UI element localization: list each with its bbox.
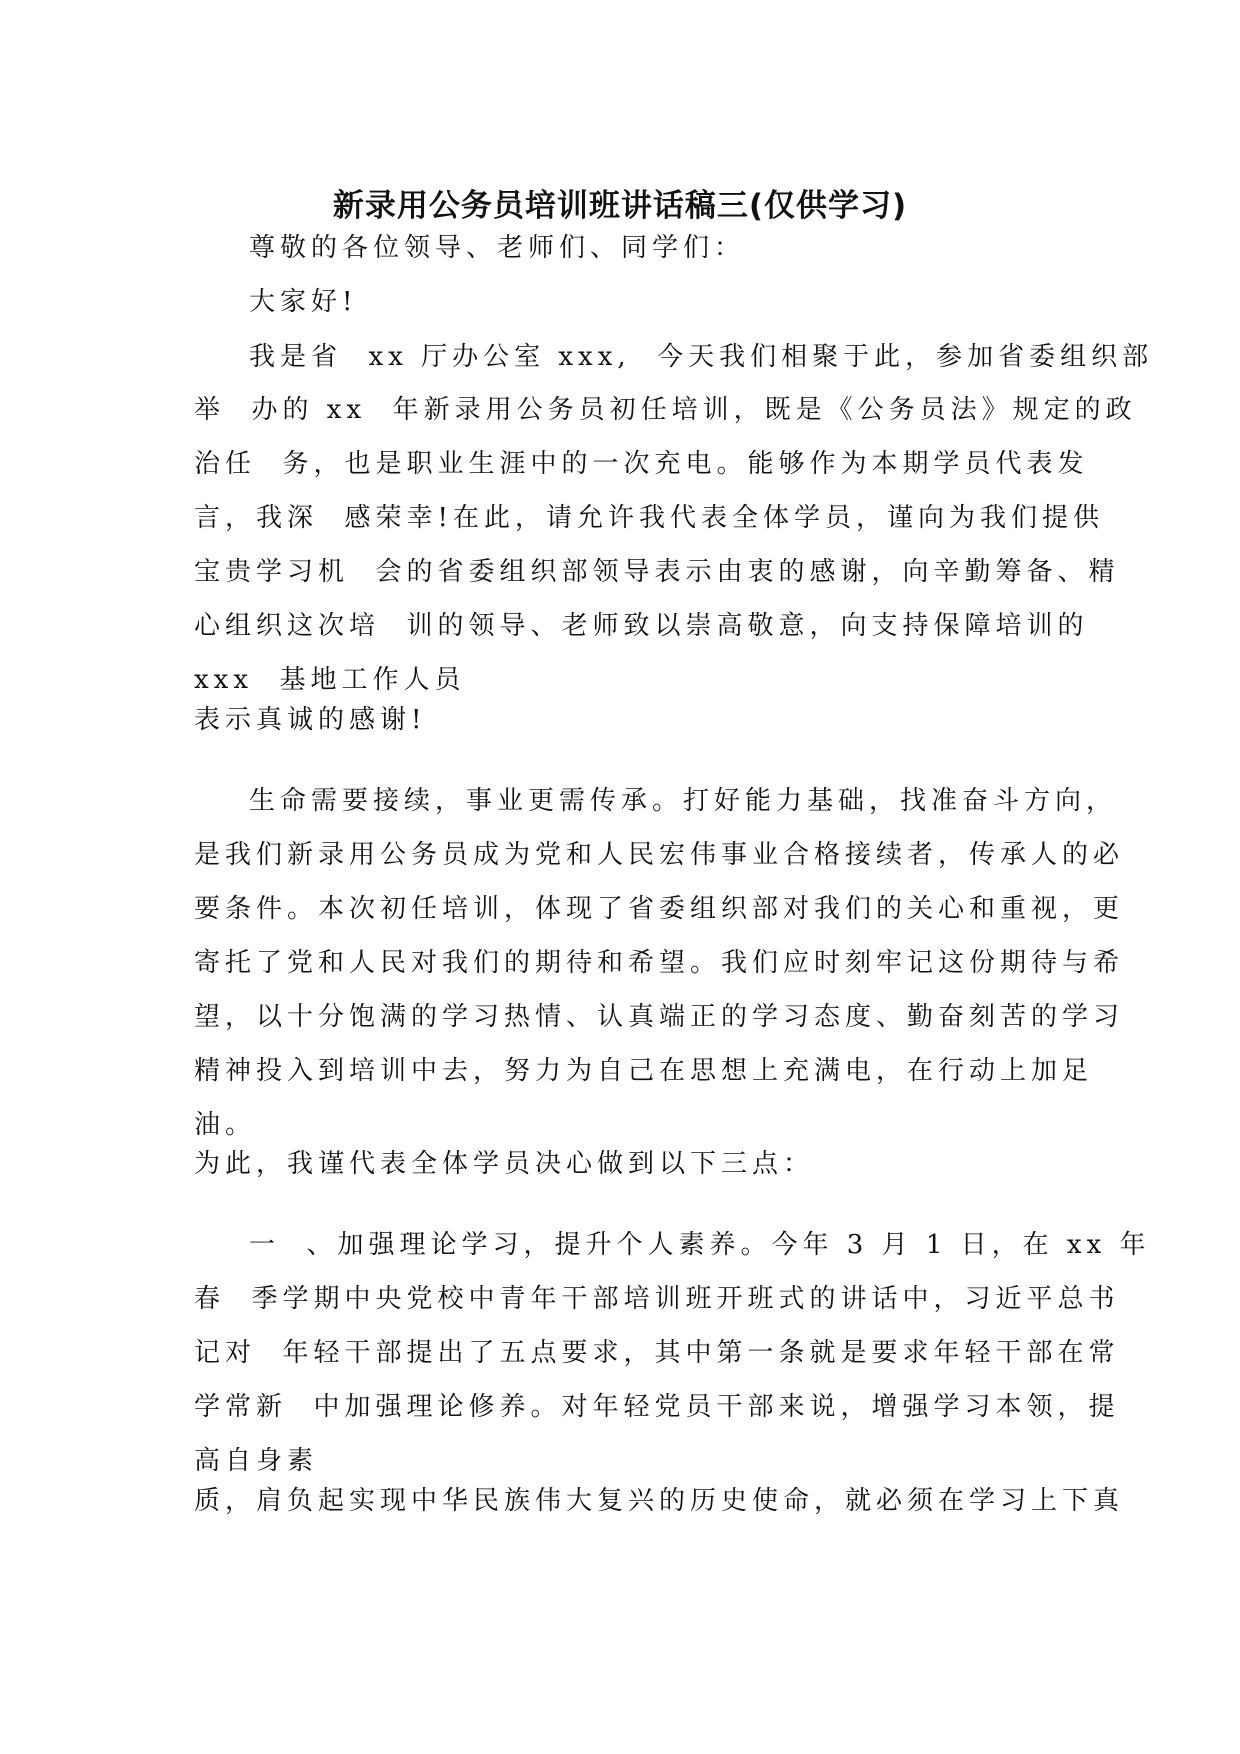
body-line: 治任 务，也是职业生涯中的一次充电。能够作为本期学员代表发 [194, 449, 1089, 479]
body-line: 言，我深 感荣幸!在此，请允许我代表全体学员，谨向为我们提供 [194, 503, 1104, 533]
body-line: 学常新 中加强理论修养。对年轻党员干部来说，增强学习本领，提 [194, 1392, 1120, 1422]
body-line: 高自身素 [194, 1446, 319, 1476]
body-line: 记对 年轻干部提出了五点要求，其中第一条就是要求年轻干部在常 [194, 1338, 1120, 1368]
body-line: 生命需要接续，事业更需传承。打好能力基础，找准奋斗方向， [249, 786, 1118, 816]
body-line: 宝贵学习机 会的省委组织部领导表示由衷的感谢，向辛勤筹备、精 [194, 557, 1120, 587]
body-line: 心组织这次培 训的领导、老师致以崇高敬意，向支持保障培训的 [194, 611, 1089, 641]
body-line: 是我们新录用公务员成为党和人民宏伟事业合格接续者，传承人的必 [194, 840, 1125, 870]
body-line: 望，以十分饱满的学习热情、认真端正的学习态度、勤奋刻苦的学习 [194, 1002, 1125, 1032]
body-line: 一 、加强理论学习，提升个人素养。今年 3 月 1 日，在 xx 年 [249, 1230, 1151, 1260]
body-line: 要条件。本次初任培训，体现了省委组织部对我们的关心和重视，更 [194, 894, 1125, 924]
body-line: 精神投入到培训中去，努力为自己在思想上充满电，在行动上加足 [194, 1056, 1094, 1086]
body-line: 油。 [194, 1110, 257, 1140]
body-line: 寄托了党和人民对我们的期待和希望。我们应时刻牢记这份期待与希 [194, 948, 1125, 978]
body-line: 质，肩负起实现中华民族伟大复兴的历史使命，就必须在学习上下真 [194, 1486, 1125, 1516]
body-line: 表示真诚的感谢! [194, 705, 427, 735]
greeting-line: 大家好! [249, 287, 358, 317]
body-line: 我是省 xx 厅办公室 xxx, 今天我们相聚于此，参加省委组织部 [249, 342, 1154, 372]
body-line: 春 季学期中央党校中青年干部培训班开班式的讲话中，习近平总书 [194, 1284, 1120, 1314]
document-title: 新录用公务员培训班讲话稿三(仅供学习) [332, 188, 908, 224]
body-line: 举 办的 xx 年新录用公务员初任培训，既是《公务员法》规定的政 [194, 395, 1137, 425]
body-line: xxx 基地工作人员 [194, 665, 466, 695]
salutation-line: 尊敬的各位领导、老师们、同学们： [249, 233, 746, 263]
body-line: 为此，我谨代表全体学员决心做到以下三点： [194, 1149, 815, 1179]
